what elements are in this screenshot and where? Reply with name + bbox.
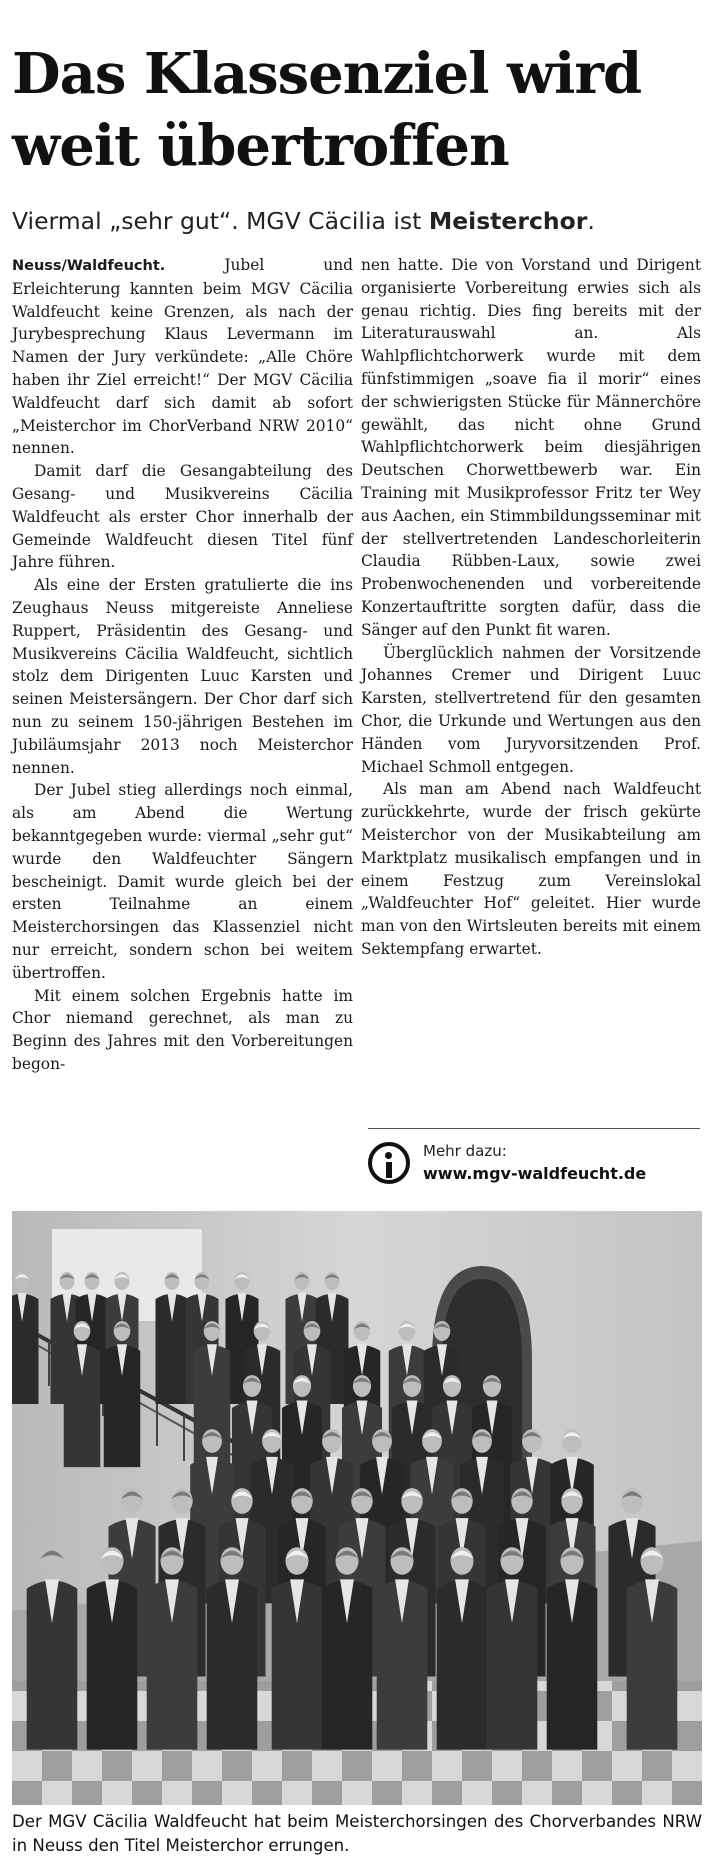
more-info-box [368,1140,700,1190]
subline [12,206,702,236]
paragraph-5-start: Mit einem solchen Ergebnis hatte im Chor niemand gerechnet, als man zu Beginn des Jahres mit den Vorbereitungen begon- [12,986,353,1073]
choir-photo-image [12,1211,702,1805]
subline-end: . [587,207,595,235]
paragraph-1 [12,254,353,460]
choir-photo [12,1211,702,1805]
headline [12,38,702,182]
headline-line-1: Das Klassenziel wird [12,41,642,107]
subline-highlight: Meisterchor [428,207,588,235]
divider [368,1128,700,1129]
paragraph-6: Überglücklich nahmen der Vorsitzende Johannes Cremer und Dirigent Luuc Karsten, stellvertretend für den gesamten Chor, die Urkunde und Wertungen aus den Händen vom Juryvorsitzenden Prof. Michael Schmoll entgegen. [361,643,701,776]
subline-text: Viermal „sehr gut“. MGV Cäcilia ist [12,207,429,235]
website-link[interactable]: www.mgv-waldfeucht.de [423,1164,647,1183]
photo-caption: Der MGV Cäcilia Waldfeucht hat beim Meisterchorsingen des Chorverbandes NRW in Neuss den Titel Meisterchor errungen. [12,1812,702,1855]
paragraph-3: Als eine der Ersten gratulierte die ins Zeughaus Neuss mitgereiste Anneliese Ruppert, Präsidentin des Gesang- und Musikvereins Cäcilia Waldfeucht, sichtlich stolz dem Dirigenten Luuc Karsten und seinen Meistersängern. Der Chor darf sich nun zu seinem 150-jährigen Bestehen im Jubiläumsjahr 2013 noch Meisterchor nennen. [12,576,353,777]
dateline: Neuss/Waldfeucht. [12,258,166,274]
paragraph-4: Der Jubel stieg allerdings noch einmal, als am Abend die Wertung bekanntgegeben wurde: viermal „sehr gut“ wurde den Waldfeuchter Sängern bescheinigt. Damit wurde gleich bei der ersten Teilnahme an einem Meisterchorsingen das Klassenziel nicht nur erreicht, sondern schon bei weitem übertroffen. [12,781,353,982]
headline-line-2: weit übertroffen [12,113,509,179]
paragraph-2: Damit darf die Gesangabteilung des Gesang- und Musikvereins Cäcilia Waldfeucht als erster Chor innerhalb der Gemeinde Waldfeucht diesen Titel fünf Jahre führen. [12,462,353,572]
more-label: Mehr dazu: [423,1142,507,1160]
paragraph-1-text: Jubel und Erleichterung kannten beim MGV Cäcilia Waldfeucht keine Grenzen, als nach der Jurybesprechung Klaus Levermann im Namen der Jury verkündete: „Alle Chöre haben ihr Ziel erreicht!“ Der MGV Cäcilia Waldfeucht darf sich damit ab sofort „Meisterchor im ChorVerband NRW 2010“ nennen. [12,256,353,458]
paragraph-5-continued: nen hatte. Die von Vorstand und Dirigent organisierte Vorbereitung erwies sich als genau richtig. Dies fing bereits mit der Literaturauswahl an. Als Wahlpflichtchorwerk wurde mit dem fünfstimmigen „soave fia il morir“ eines der schwierigsten Stücke für Männerchöre gewählt, das nicht ohne Grund Wahlpflichtchorwerk beim diesjährigen Deutschen Chorwettbewerb war. Ein Training mit Musikprofessor Fritz ter Wey aus Aachen, ein Stimmbildungsseminar mit der stellvertretenden Landeschorleiterin Claudia Rübben-Laux, sowie zwei Probenwochenenden und vorbereitende Konzertauftritte sorgten dafür, dass die Sänger auf den Punkt fit waren. [361,256,701,639]
info-icon [368,1142,410,1184]
paragraph-7: Als man am Abend nach Waldfeucht zurückkehrte, wurde der frisch gekürte Meisterchor von der Musikabteilung am Marktplatz musikalisch empfangen und in einem Festzug zum Vereinslokal „Waldfeuchter Hof“ geleitet. Hier wurde man von den Wirtsleuten bereits mit einem Sektempfang erwartet. [361,780,701,958]
article-column-right [361,254,701,961]
article-column-left [12,254,353,1076]
